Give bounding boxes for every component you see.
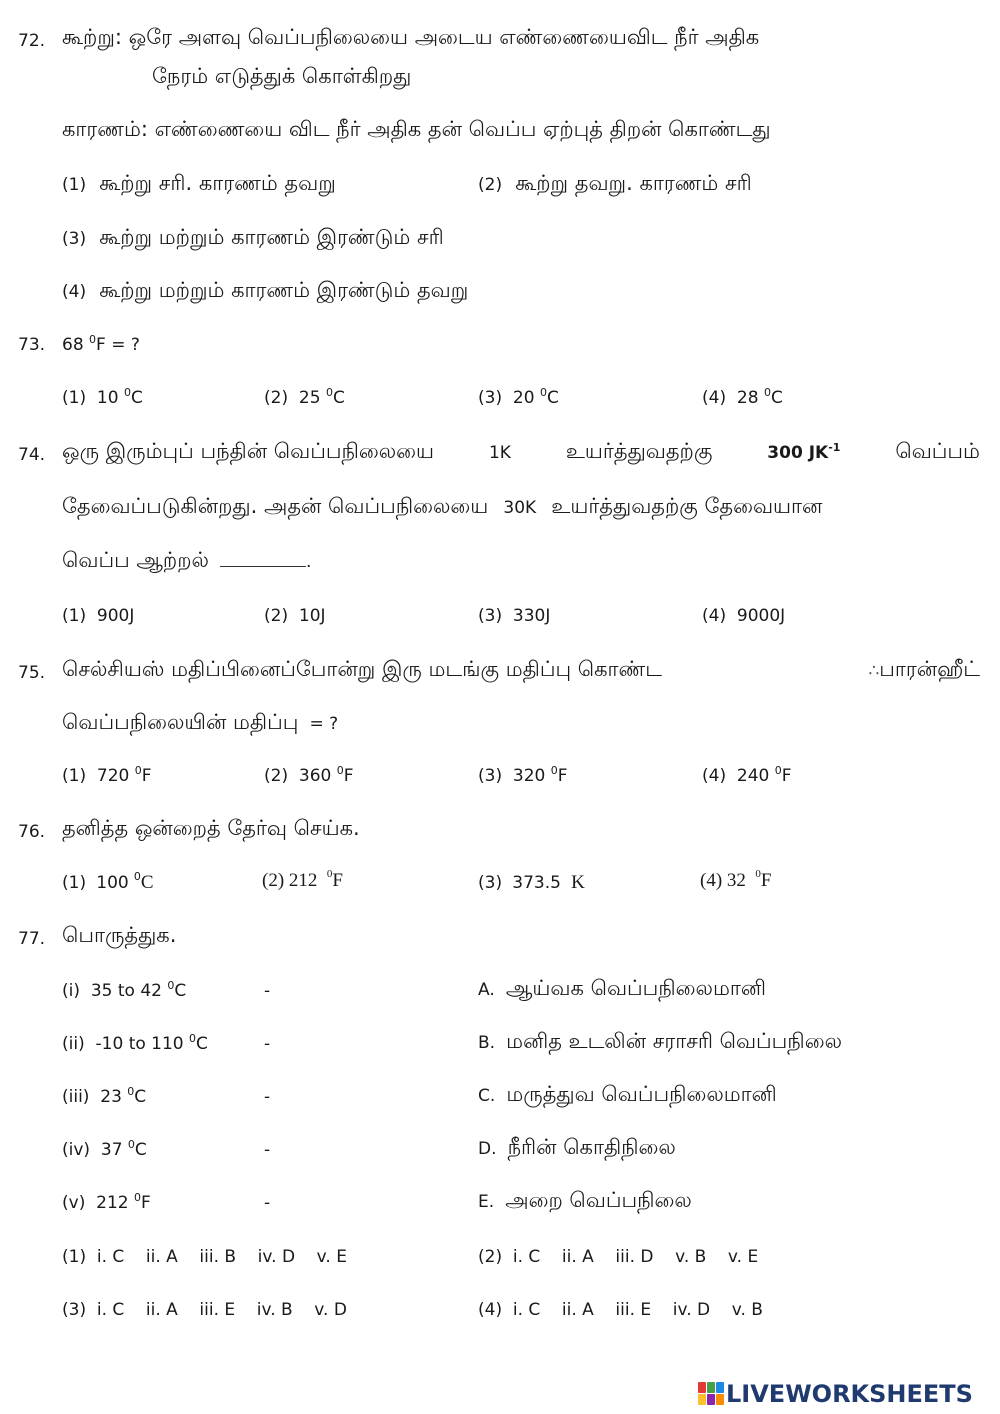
option-value: 32	[726, 870, 746, 891]
q74-line1	[62, 439, 980, 466]
q76-option-2[interactable]	[262, 870, 343, 892]
match-label: A.	[478, 980, 495, 1000]
fill-in-blank[interactable]	[220, 548, 306, 567]
option-number: (2)	[264, 388, 289, 408]
therefore-symbol: ∴	[868, 661, 880, 681]
q77-question: பொருத்துக.	[62, 923, 177, 947]
match-dash: -	[264, 1140, 271, 1160]
question-number: 76.	[18, 822, 46, 842]
option-text: கூற்று மற்றும் காரணம் இரண்டும் தவறு	[99, 278, 469, 302]
option-number: (3)	[62, 229, 87, 249]
option-number: (3)	[478, 606, 503, 626]
option-number: (1)	[62, 766, 87, 786]
q77-option-1[interactable]	[62, 1247, 347, 1267]
match-text: நீரின் கொதிநிலை	[507, 1135, 676, 1159]
option-text: 900J	[96, 606, 135, 626]
match-left-item	[62, 1193, 151, 1213]
match-text: மருத்துவ வெப்பநிலைமானி	[506, 1082, 777, 1106]
degree-mark: 0	[189, 1032, 197, 1045]
match-value: 23	[100, 1087, 122, 1107]
q76-option-3[interactable]	[478, 872, 585, 894]
degree-mark: 0	[326, 868, 333, 880]
q75-option-4[interactable]	[702, 766, 792, 786]
degree-mark: 0	[550, 764, 558, 777]
match-left-item	[62, 981, 186, 1001]
degree-mark: 0	[539, 386, 547, 399]
logo-icon	[698, 1382, 724, 1406]
q74-text: உயர்த்துவதற்கு தேவையான	[551, 494, 823, 518]
match-left-item	[62, 1034, 208, 1054]
q72-statement-line1: கூற்று: ஒரே அளவு வெப்பநிலையை அடைய எண்ணையைவிட நீர் அதிக	[62, 25, 760, 49]
option-text: i. C ii. A iii. B iv. D v. E	[96, 1247, 347, 1267]
match-label: D.	[478, 1139, 497, 1159]
question-number: 72.	[18, 31, 46, 51]
q73-unit: F = ?	[96, 335, 140, 355]
match-label: C.	[478, 1086, 496, 1106]
q72-reason: காரணம்: எண்ணையை விட நீர் அதிக தன் வெப்ப ஏற்புத் திறன் கொண்டது	[62, 117, 771, 141]
option-unit: C	[770, 388, 783, 408]
match-value: -10 to 110	[95, 1034, 184, 1054]
option-number: (4)	[702, 388, 727, 408]
question-number: 73.	[18, 335, 46, 355]
option-unit: F	[781, 766, 792, 786]
q77-option-2[interactable]	[478, 1247, 758, 1267]
match-left-item	[62, 1140, 147, 1160]
match-dash: -	[264, 981, 271, 1001]
option-number: (1)	[62, 175, 87, 195]
q72-option-3[interactable]	[62, 225, 444, 252]
option-unit: F	[332, 870, 343, 891]
match-dash: -	[264, 1193, 271, 1213]
q73-option-3[interactable]	[478, 388, 559, 408]
option-number: (3)	[478, 766, 503, 786]
degree-mark: 0	[325, 386, 333, 399]
q74-text: ஒரு இரும்புப் பந்தின் வெப்பநிலையை	[62, 439, 435, 463]
option-unit: K	[571, 872, 585, 893]
degree-mark: 0	[755, 868, 761, 880]
q74-option-3[interactable]	[478, 606, 550, 626]
match-label: (i)	[62, 981, 80, 1001]
match-unit: C	[196, 1034, 208, 1054]
option-text: 330J	[512, 606, 551, 626]
option-unit: C	[130, 388, 143, 408]
option-unit: C	[140, 872, 154, 893]
option-number: (1)	[62, 606, 87, 626]
option-text: i. C ii. A iii. E iv. B v. D	[96, 1300, 347, 1320]
option-unit: F	[141, 766, 152, 786]
option-number: (1)	[62, 873, 87, 893]
match-unit: C	[174, 981, 187, 1001]
option-number: (4)	[702, 766, 727, 786]
degree-mark: 0	[123, 386, 131, 399]
degree-mark: 0	[127, 1085, 135, 1098]
q73-question	[62, 335, 140, 355]
option-value: 28	[736, 388, 759, 408]
option-text: கூற்று தவறு. காரணம் சரி	[515, 171, 752, 195]
q72-option-2[interactable]	[478, 171, 752, 198]
option-number: (3)	[478, 873, 503, 893]
match-right-item	[478, 976, 766, 1003]
degree-mark: 0	[167, 979, 175, 992]
option-value: 100	[96, 873, 129, 893]
q75-text: பாரன்ஹீட்	[879, 657, 980, 681]
degree-mark: 0	[89, 333, 97, 346]
superscript: -1	[828, 441, 841, 454]
question-number: 74.	[18, 445, 46, 465]
q74-option-1[interactable]	[62, 606, 134, 626]
option-value: 20	[512, 388, 535, 408]
q75-option-3[interactable]	[478, 766, 568, 786]
q75-text: செல்சியஸ் மதிப்பினைப்போன்று இரு மடங்கு மதிப்பு கொண்ட	[62, 657, 662, 681]
q74-text: 1K	[488, 443, 511, 463]
question-number: 75.	[18, 663, 46, 683]
option-value: 320	[512, 766, 546, 786]
option-text: கூற்று மற்றும் காரணம் இரண்டும் சரி	[99, 225, 444, 249]
q73-option-4[interactable]	[702, 388, 783, 408]
q74-text: 30K	[503, 498, 537, 518]
option-text: i. C ii. A iii. D v. B v. E	[512, 1247, 759, 1267]
q75-text: = ?	[309, 714, 339, 734]
option-number: (2)	[264, 766, 289, 786]
option-number: (1)	[62, 1247, 87, 1267]
q75-text: வெப்பநிலையின் மதிப்பு	[62, 710, 299, 734]
q72-option-1[interactable]	[62, 171, 336, 198]
q74-value: 300 JK	[767, 443, 829, 463]
option-unit: C	[332, 388, 345, 408]
q75-option-2[interactable]	[264, 766, 354, 786]
match-value: 35 to 42	[90, 981, 162, 1001]
match-right-item	[478, 1082, 777, 1109]
q75-line1	[62, 657, 980, 684]
option-unit: F	[760, 870, 772, 891]
match-unit: C	[134, 1140, 147, 1160]
option-number: (4)	[478, 1300, 503, 1320]
option-number: (1)	[62, 388, 87, 408]
option-text: i. C ii. A iii. E iv. D v. B	[512, 1300, 763, 1320]
option-number: (3)	[62, 1300, 87, 1320]
q74-text: வெப்ப ஆற்றல்	[62, 548, 209, 572]
question-number: 77.	[18, 929, 46, 949]
q77-option-3[interactable]	[62, 1300, 347, 1320]
match-value: 212	[96, 1193, 129, 1213]
match-text: ஆய்வக வெப்பநிலைமானி	[505, 976, 766, 1000]
match-dash: -	[264, 1087, 271, 1107]
option-unit: C	[546, 388, 559, 408]
option-number: (2)	[478, 1247, 503, 1267]
match-value: 37	[100, 1140, 123, 1160]
option-number: (2)	[264, 606, 289, 626]
option-text: கூற்று சரி. காரணம் தவறு	[99, 171, 336, 195]
degree-mark: 0	[127, 1138, 135, 1151]
option-value: 373.5	[512, 873, 561, 893]
q74-text: வெப்பம்	[895, 439, 980, 463]
q73-value: 68	[62, 335, 84, 355]
option-number: (3)	[478, 388, 503, 408]
match-unit: F	[141, 1193, 151, 1213]
degree-mark: 0	[336, 764, 344, 777]
q75-text	[868, 657, 980, 684]
q74-line2	[62, 494, 822, 521]
q74-text: .	[306, 552, 312, 572]
match-text: மனித உடலின் சராசரி வெப்பநிலை	[506, 1029, 842, 1053]
q73-option-1[interactable]	[62, 388, 143, 408]
q74-option-2[interactable]	[264, 606, 326, 626]
q76-option-1[interactable]	[62, 872, 154, 894]
match-right-item	[478, 1188, 692, 1215]
option-unit: F	[343, 766, 354, 786]
q74-text: தேவைப்படுகின்றது. அதன் வெப்பநிலையை	[62, 494, 489, 518]
option-text: 10J	[298, 606, 326, 626]
q73-option-2[interactable]	[264, 388, 345, 408]
option-value: 25	[298, 388, 321, 408]
option-number: (4)	[702, 606, 727, 626]
match-right-item	[478, 1029, 842, 1056]
brand-name: LIVEWORKSHEETS	[726, 1380, 973, 1408]
match-label: (iii)	[62, 1087, 90, 1107]
degree-mark: 0	[763, 386, 771, 399]
degree-mark: 0	[134, 1191, 141, 1204]
option-number: (4)	[700, 870, 723, 891]
match-dash: -	[264, 1034, 271, 1054]
option-value: 240	[736, 766, 770, 786]
match-right-item	[478, 1135, 676, 1162]
match-text: அறை வெப்பநிலை	[505, 1188, 692, 1212]
match-label: (ii)	[62, 1034, 85, 1054]
match-label: (v)	[62, 1193, 86, 1213]
degree-mark: 0	[774, 764, 782, 777]
option-number: (2)	[478, 175, 503, 195]
q74-text	[767, 443, 840, 463]
q72-statement-line2: நேரம் எடுத்துக் கொள்கிறது	[152, 64, 412, 88]
option-value: 720	[96, 766, 130, 786]
liveworksheets-logo[interactable]	[698, 1380, 973, 1408]
option-text: 9000J	[736, 606, 786, 626]
q76-question: தனித்த ஒன்றைத் தேர்வு செய்க.	[62, 816, 360, 840]
q75-option-1[interactable]	[62, 766, 152, 786]
q72-option-4[interactable]	[62, 278, 468, 305]
option-value: 212	[288, 870, 318, 891]
match-label: B.	[478, 1033, 496, 1053]
option-unit: F	[557, 766, 568, 786]
q74-line3	[62, 548, 311, 575]
q76-option-4[interactable]	[700, 870, 771, 892]
q77-option-4[interactable]	[478, 1300, 763, 1320]
degree-mark: 0	[134, 764, 142, 777]
option-value: 10	[96, 388, 119, 408]
option-number: (2)	[262, 870, 285, 891]
q74-option-4[interactable]	[702, 606, 785, 626]
option-number: (4)	[62, 282, 87, 302]
option-value: 360	[298, 766, 332, 786]
match-unit: C	[134, 1087, 147, 1107]
match-left-item	[62, 1087, 146, 1107]
q75-line2	[62, 710, 338, 737]
degree-mark: 0	[133, 870, 141, 883]
q74-text: உயர்த்துவதற்கு	[565, 439, 713, 463]
match-label: (iv)	[62, 1140, 91, 1160]
match-label: E.	[478, 1192, 495, 1212]
